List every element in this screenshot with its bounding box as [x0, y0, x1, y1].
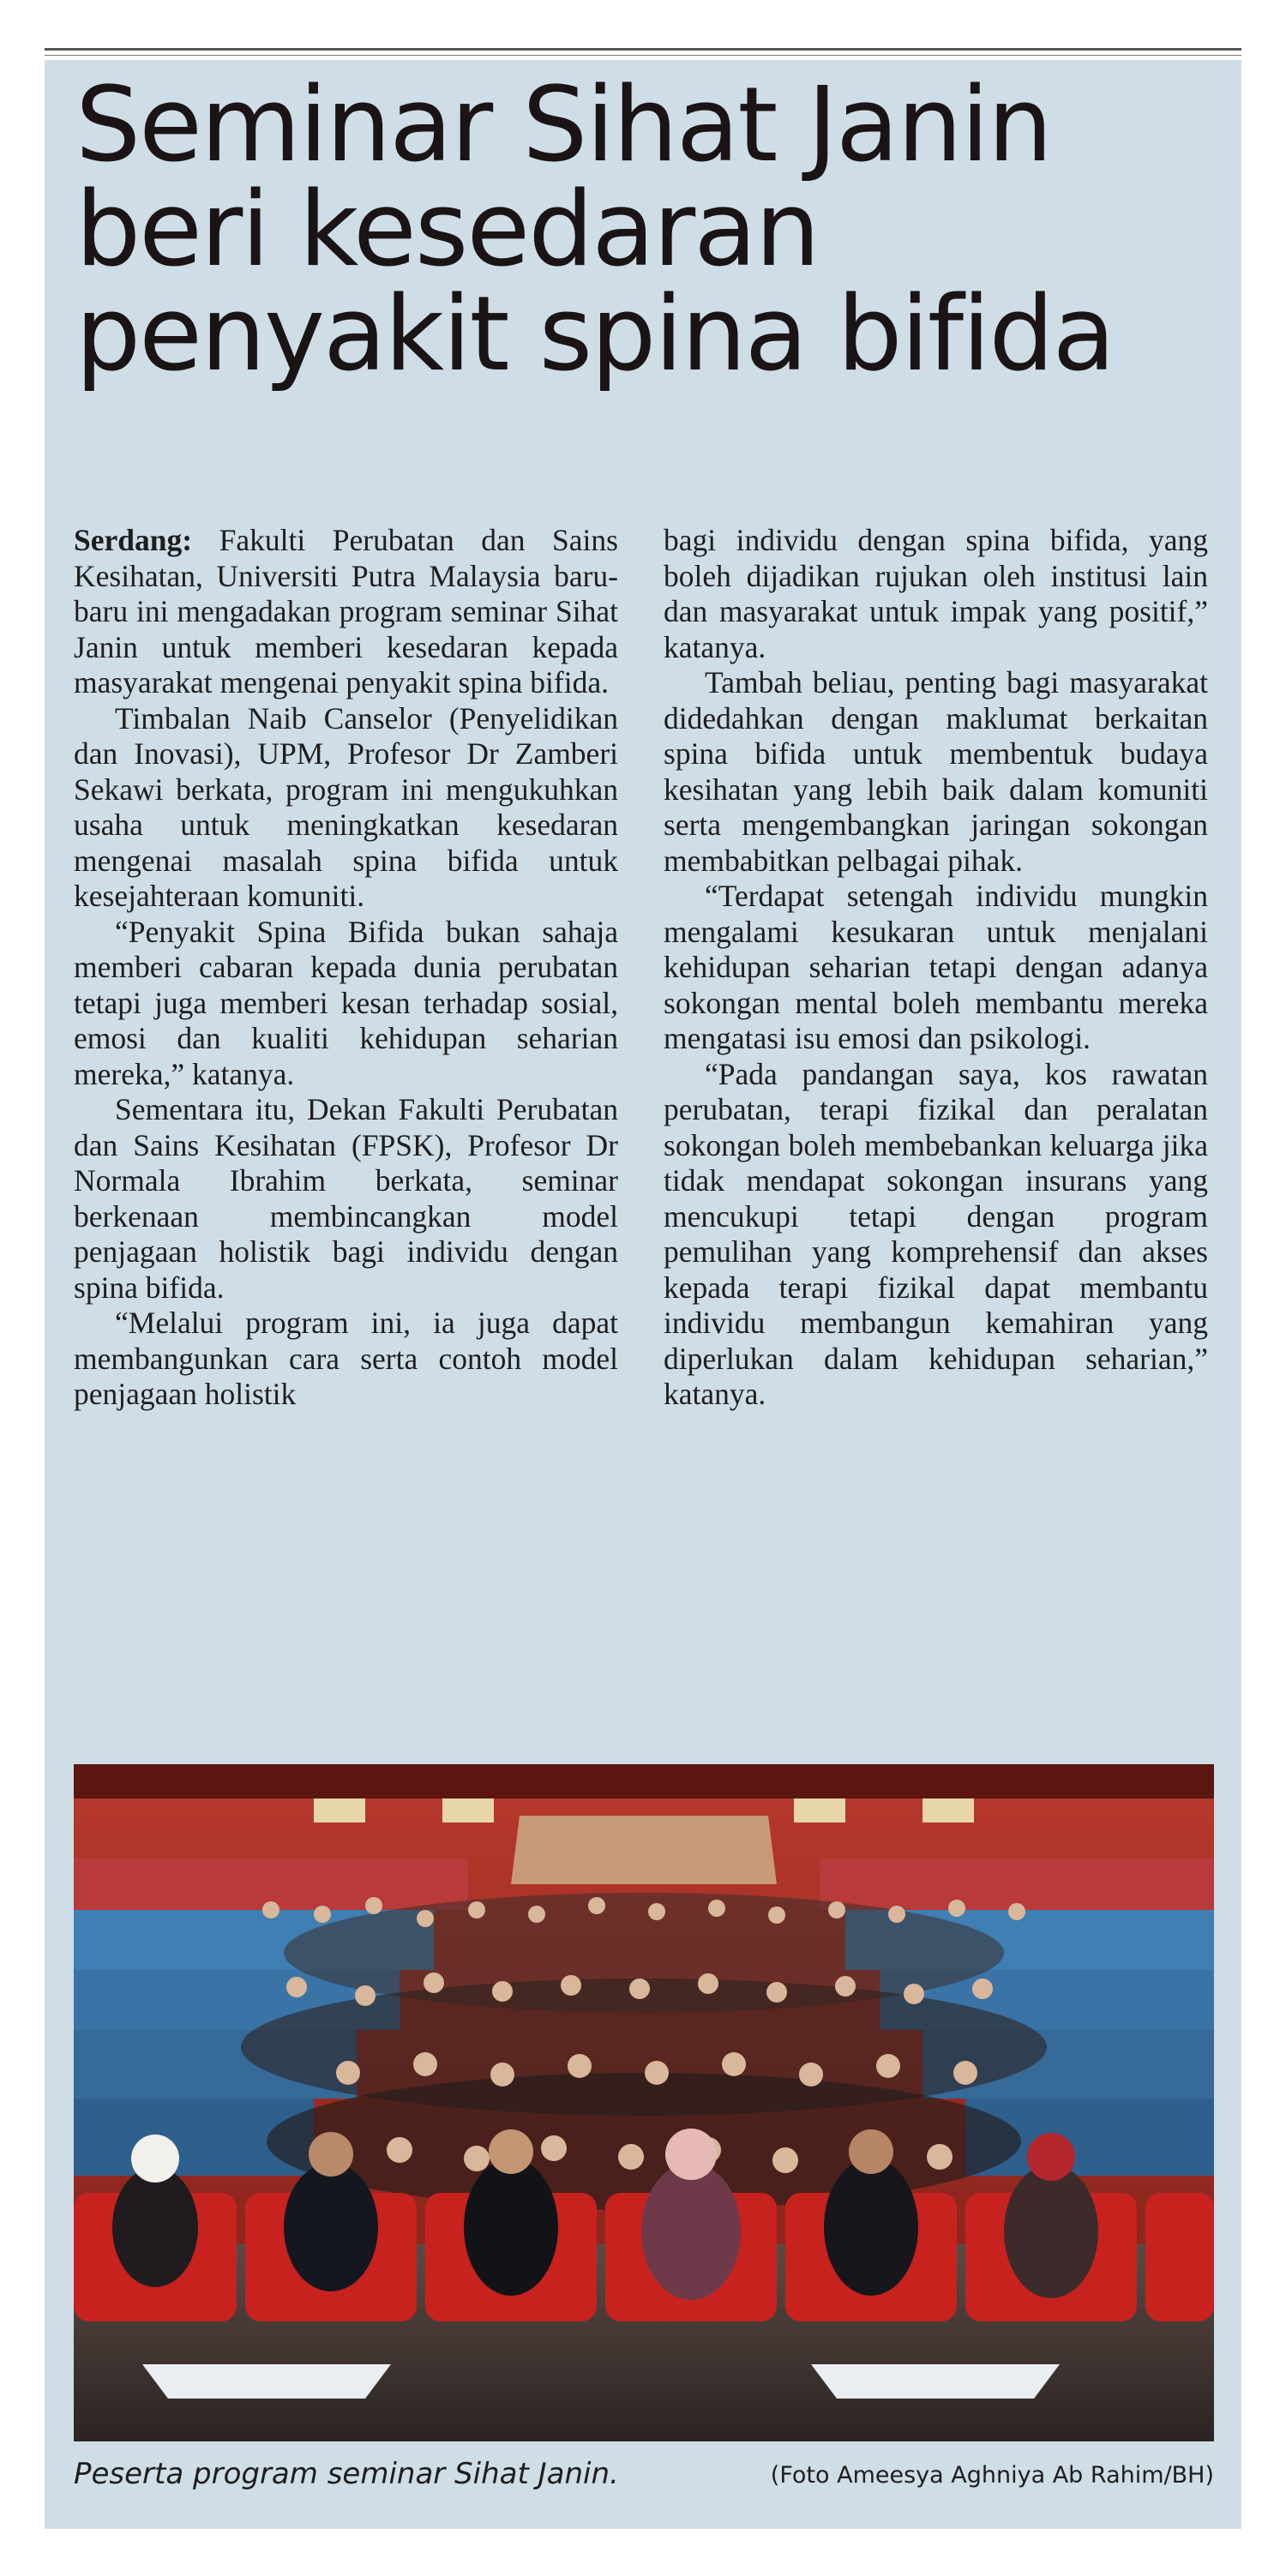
paragraph-4: Sementara itu, Dekan Fakulti Perubatan dan Sains Kesihatan (FPSK), Profesor Dr Normala Ibrahim berkata, seminar berkenaan membincangkan model penjagaan holistik bagi individu dengan spina bifida. [74, 1092, 618, 1305]
paragraph-5: “Melalui program ini, ia juga dapat membangunkan cara serta contoh model penjagaan holistik [74, 1306, 618, 1411]
photo-credit: (Foto Ameesya Aghniya Ab Rahim/BH) [770, 2462, 1214, 2489]
paragraph-3: “Penyakit Spina Bifida bukan sahaja memberi cabaran kepada dunia perubatan tetapi juga memberi kesan terhadap sosial, emosi dan kualiti kehidupan seharian mereka,” katanya. [74, 914, 618, 1091]
top-rule-thin [45, 55, 1241, 56]
paragraph-7: “Terdapat setengah individu mungkin mengalami kesukaran untuk menjalani kehidupan seharian tetapi dengan adanya sokongan mental boleh membantu mereka mengatasi isu emosi dan psikologi. [664, 879, 1208, 1055]
headline-line-1: Seminar Sihat Janin [75, 66, 1051, 185]
headline-line-2: beri kesedaran [75, 171, 819, 290]
paragraph-1-text: Fakulti Perubatan dan Sains Kesihatan, Universiti Putra Malaysia baru-baru ini mengadakan program seminar Sihat Janin untuk memberi kesedaran kepada masyarakat mengenai penyakit spina bifida. [74, 523, 618, 700]
audience-crowd [241, 1893, 1047, 2210]
paragraph-1 [74, 523, 618, 701]
paragraph-6: Tambah beliau, penting bagi masyarakat didedahkan dengan maklumat berkaitan spina bifida untuk membentuk budaya kesihatan yang lebih baik dalam komuniti serta mengembangkan jaringan sokongan membabitkan pelbagai pihak. [664, 665, 1208, 878]
paragraph-2: Timbalan Naib Canselor (Penyelidikan dan Inovasi), UPM, Profesor Dr Zamberi Sekawi berkata, program ini mengukuhkan usaha untuk meningkatkan kesedaran mengenai masalah spina bifida untuk kesejahteraan komuniti. [74, 700, 618, 913]
article-panel [45, 60, 1241, 2529]
auditorium-photo-illustration [74, 1764, 1214, 2441]
dateline: Serdang: [74, 523, 193, 557]
headline-line-3: penyakit spina bifida [75, 275, 1115, 394]
photo-caption-bar [74, 2457, 1214, 2500]
back-stairs [511, 1816, 777, 1884]
top-rule [45, 48, 1241, 51]
paragraph-5-continued: bagi individu dengan spina bifida, yang boleh dijadikan rujukan oleh institusi lain dan masyarakat untuk impak yang positif,” katanya. [664, 523, 1208, 664]
group-photo [74, 1764, 1214, 2441]
article-column-right [664, 523, 1208, 1413]
article-column-left [74, 523, 618, 1413]
headline [75, 66, 1224, 394]
photo-caption: Peserta program seminar Sihat Janin. [74, 2457, 619, 2491]
ceiling [74, 1764, 1214, 1798]
paragraph-8: “Pada pandangan saya, kos rawatan perubatan, terapi fizikal dan peralatan sokongan boleh membebankan keluarga jika tidak mendapat sokongan insurans yang mencukupi tetapi dengan program pemulihan yang komprehensif dan akses kepada terapi fizikal dapat membantu individu membangun kemahiran yang diperlukan dalam kehidupan seharian,” katanya. [664, 1056, 1208, 1411]
